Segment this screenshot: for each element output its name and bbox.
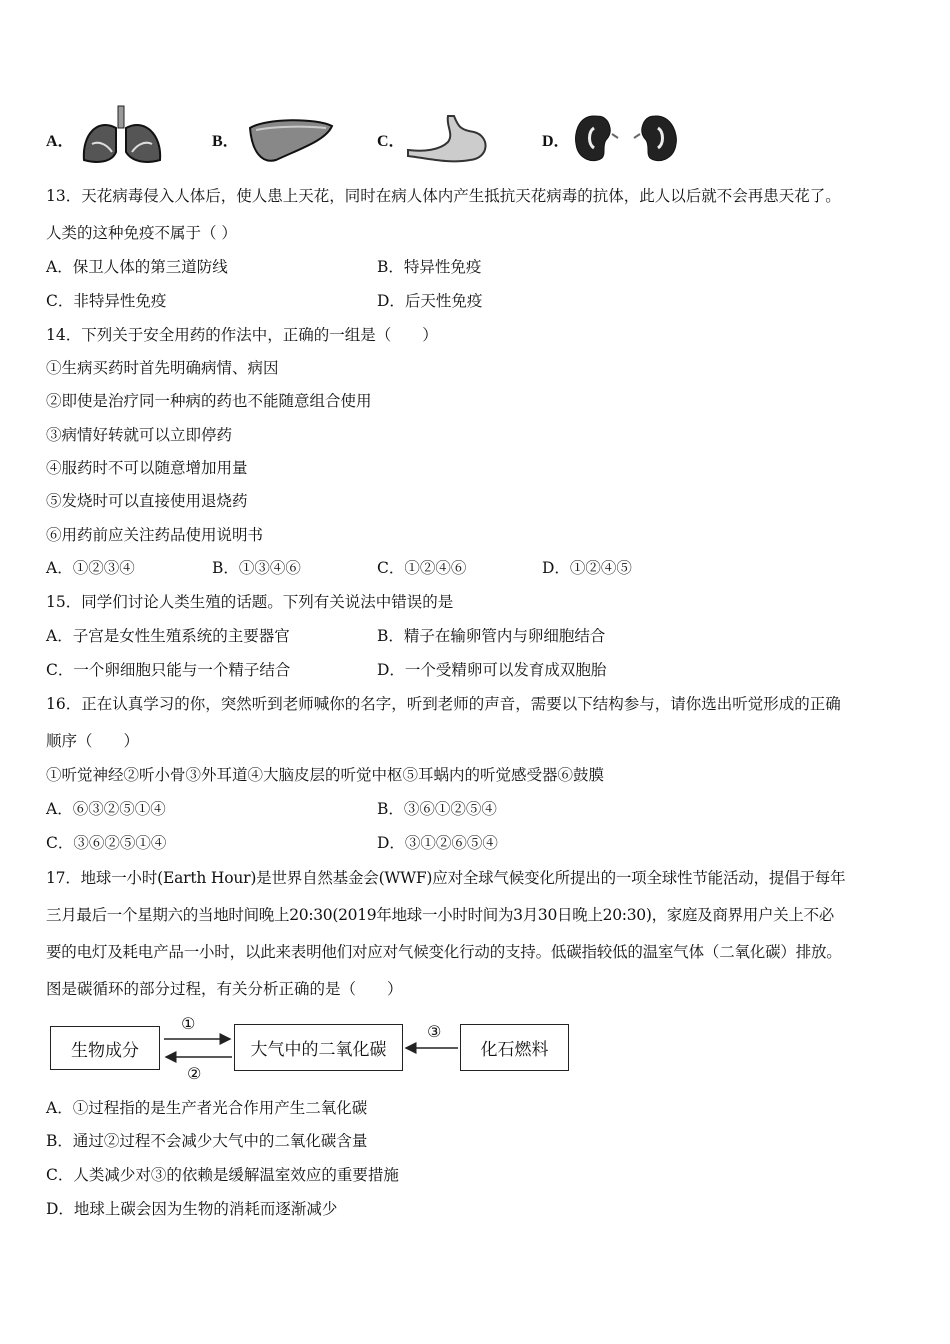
q16-option-a[interactable]: A．⑥③②⑤①④ [46,800,166,818]
liver-icon [246,116,336,166]
biotic-component-box: 生物成分 [50,1026,160,1070]
process-1-label: ① [181,1014,196,1033]
q13-option-c[interactable]: C．非特异性免疫 [46,292,167,310]
q16-stem-line2: 顺序（ ） [46,732,140,750]
q14-option-d[interactable]: D．①②④⑤ [542,559,632,577]
q17-option-b[interactable]: B．通过②过程不会减少大气中的二氧化碳含量 [46,1132,368,1150]
q14-item-6: ⑥用药前应关注药品使用说明书 [46,526,264,544]
q15-option-d[interactable]: D．一个受精卵可以发育成双胞胎 [377,661,607,679]
option-d-label: D． [542,133,570,150]
option-b-label: B． [212,133,239,150]
q14-item-2: ②即使是治疗同一种病的药也不能随意组合使用 [46,392,372,410]
option-c-label: C． [377,133,405,150]
q16-structures: ①听觉神经②听小骨③外耳道④大脑皮层的听觉中枢⑤耳蜗内的听觉感受器⑥鼓膜 [46,766,605,784]
q13-stem-line1: 13．天花病毒侵入人体后，使人患上天花，同时在病人体内产生抵抗天花病毒的抗体，此人以后就不会再患天花了。 [46,187,841,205]
atmospheric-co2-box: 大气中的二氧化碳 [234,1024,403,1071]
q15-stem: 15．同学们讨论人类生殖的话题。下列有关说法中错误的是 [46,593,454,611]
q14-option-a[interactable]: A．①②③④ [46,559,135,577]
fossil-fuel-box: 化石燃料 [460,1024,569,1071]
q17-option-a[interactable]: A．①过程指的是生产者光合作用产生二氧化碳 [46,1099,368,1117]
q16-option-d[interactable]: D．③①②⑥⑤④ [377,834,498,852]
q13-option-b[interactable]: B．特异性免疫 [377,258,482,276]
q13-option-d[interactable]: D．后天性免疫 [377,292,483,310]
q15-option-b[interactable]: B．精子在输卵管内与卵细胞结合 [377,627,606,645]
q17-stem-line3: 要的电灯及耗电产品一小时，以此来表明他们对应对气候变化行动的支持。低碳指较低的温室气体（二氧化碳）排放。 [46,943,842,961]
q14-item-4: ④服药时不可以随意增加用量 [46,459,248,477]
q17-stem-line2: 三月最后一个星期六的当地时间晚上20:30(2019年地球一小时时间为3月30日晚上20:30)，家庭及商界用户关上不必 [46,906,834,924]
q14-option-b[interactable]: B．①③④⑥ [212,559,301,577]
q14-stem: 14．下列关于安全用药的作法中，正确的一组是（ ） [46,326,438,344]
q15-option-c[interactable]: C．一个卵细胞只能与一个精子结合 [46,661,291,679]
q17-option-d[interactable]: D．地球上碳会因为生物的消耗而逐渐减少 [46,1200,338,1218]
q14-option-c[interactable]: C．①②④⑥ [377,559,467,577]
q16-stem-line1: 16．正在认真学习的你，突然听到老师喊你的名字，听到老师的声音，需要以下结构参与，请你选出听觉形成的正确 [46,695,841,713]
q16-option-b[interactable]: B．③⑥①②⑤④ [377,800,497,818]
q17-stem-line1: 17．地球一小时(Earth Hour)是世界自然基金会(WWF)应对全球气候变化所提出的一项全球性节能活动，提倡于每年 [46,869,846,887]
q14-item-1: ①生病买药时首先明确病情、病因 [46,359,279,377]
q13-stem-line2: 人类的这种免疫不属于（ ） [46,224,237,242]
process-3-label: ③ [427,1022,442,1041]
q14-item-5: ⑤发烧时可以直接使用退烧药 [46,492,248,510]
kidneys-icon [572,112,682,166]
process-2-label: ② [187,1064,202,1083]
diagram-arrows [160,1030,460,1070]
q13-option-a[interactable]: A．保卫人体的第三道防线 [46,258,228,276]
q17-stem-line4: 图是碳循环的部分过程，有关分析正确的是（ ） [46,980,403,998]
option-a-label: A． [46,133,74,150]
stomach-icon [404,112,492,166]
q17-option-c[interactable]: C．人类减少对③的依赖是缓解温室效应的重要措施 [46,1166,399,1184]
q15-option-a[interactable]: A．子宫是女性生殖系统的主要器官 [46,627,290,645]
q14-item-3: ③病情好转就可以立即停药 [46,426,233,444]
lungs-icon [78,104,166,166]
q16-option-c[interactable]: C．③⑥②⑤①④ [46,834,167,852]
